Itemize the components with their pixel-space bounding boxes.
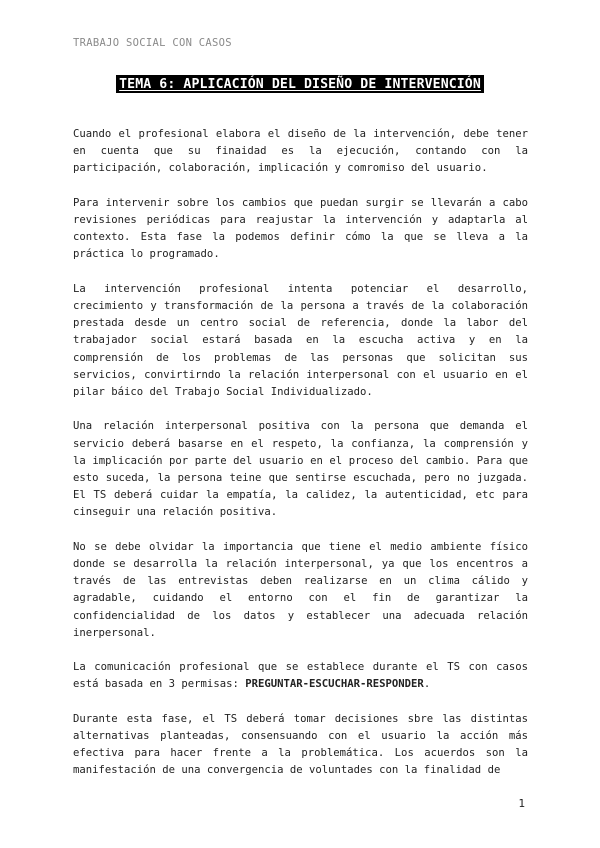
paragraph-7: Durante esta fase, el TS deberá tomar decisiones sbre las distintas alternativas planteadas, consensuando con el usuario la acción más efectiva para hacer frente a la problemática. Los acuerdos son la manifestación de una convergencia de voluntades con la finalidad de	[73, 712, 528, 777]
document-body	[73, 126, 528, 797]
paragraph-4: Una relación interpersonal positiva con la persona que demanda el servicio deberá basarse en el respeto, la confianza, la comprensión y la implicación por parte del usuario en el proceso del cambio. Para que esto suceda, la persona teine que sentirse escuchada, pero no juzgada. El TS deberá cuidar la empatía, la calidez, la autenticidad, etc para cinseguir una relación positiva.	[73, 420, 528, 519]
paragraph-6	[73, 659, 528, 693]
paragraph-2: Para intervenir sobre los cambios que puedan surgir se llevarán a cabo revisiones periódicas para reajustar la intervención y adaptarla al contexto. Esta fase la podemos definir cómo la que se lleva a la práctica lo programado.	[73, 196, 528, 261]
paragraph-5: No se debe olvidar la importancia que tiene el medio ambiente físico donde se desarrolla la relación interpersonal, ya que los encentros a través de las entrevistas deben realizarse en un clima cálido y agradable, cuidando el entorno con el fin de garantizar la confidencialidad de los datos y establecer una adecuada relación inerpersonal.	[73, 540, 528, 639]
page-number: 1	[518, 797, 525, 810]
paragraph-6-end: .	[423, 678, 431, 691]
page-title: TEMA 6: APLICACIÓN DEL DISEÑO DE INTERVENCIÓN	[116, 75, 484, 93]
paragraph-6-text: La comunicación profesional que se establece durante el TS con casos está basada en 3 permisas:	[73, 661, 528, 691]
paragraph-3: La intervención profesional intenta potenciar el desarrollo, crecimiento y transformación de la persona a través de la colaboración prestada desde un centro social de referencia, donde la labor del trabajador social estará basada en la escucha activa y en la comprensión de los problemas de las personas que solicitan sus servicios, convirtirndo la relación interpersonal con el usuario en el pilar báico del Trabajo Social Individualizado.	[73, 282, 528, 399]
running-header: TRABAJO SOCIAL CON CASOS	[73, 37, 232, 49]
title-container	[0, 73, 600, 93]
paragraph-1: Cuando el profesional elabora el diseño de la intervención, debe tener en cuenta que su finaidad es la ejecución, contando con la participación, colaboración, implicación y comromiso del usuario.	[73, 128, 528, 175]
paragraph-6-bold: PREGUNTAR-ESCUCHAR-RESPONDER	[245, 678, 424, 691]
